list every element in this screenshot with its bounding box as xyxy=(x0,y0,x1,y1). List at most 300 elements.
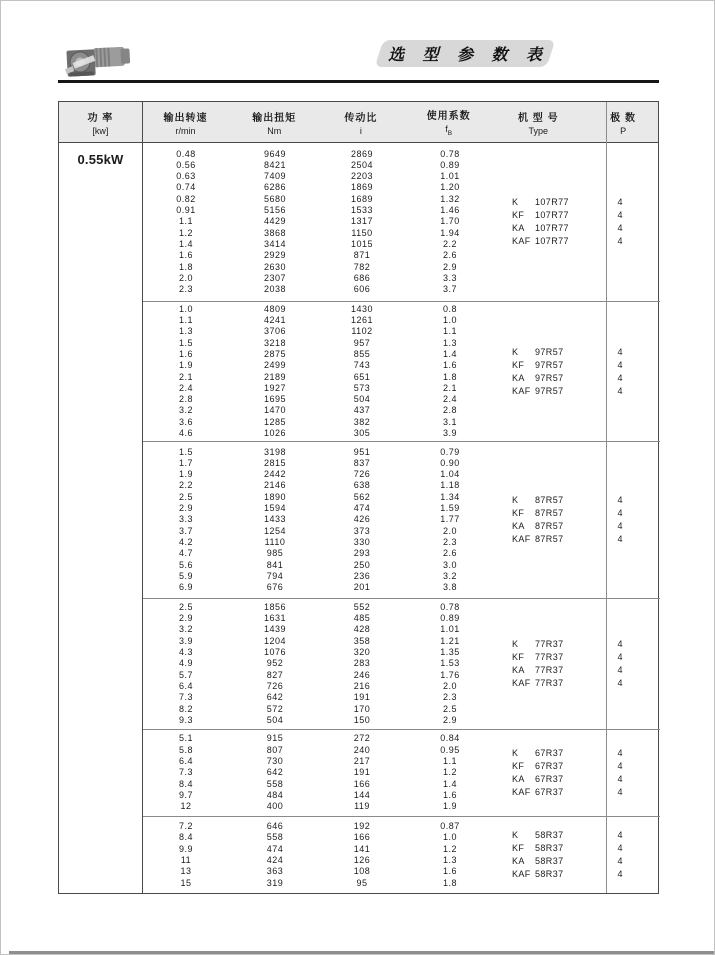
table-row xyxy=(142,239,496,250)
speed-cell: 2.9 xyxy=(178,613,193,624)
model-prefix: KF xyxy=(512,843,525,853)
service-factor-cell: 0.87 xyxy=(440,821,460,832)
poles-value: 4 xyxy=(617,856,623,866)
table-row xyxy=(142,480,496,491)
model-prefix: KA xyxy=(512,665,525,675)
table-row xyxy=(142,262,496,273)
col-header-model xyxy=(494,102,604,142)
ratio-cell: 126 xyxy=(353,855,371,865)
torque-cell: 558 xyxy=(266,778,284,789)
speed-cell: 5.6 xyxy=(178,559,193,570)
service-factor-cell: 2.3 xyxy=(442,536,457,547)
data-rows xyxy=(142,817,496,893)
service-factor-cell: 2.4 xyxy=(442,394,457,405)
model-group-block xyxy=(142,730,660,817)
selection-parameter-table xyxy=(58,101,659,894)
ratio-cell: 216 xyxy=(353,680,371,691)
service-factor-cell: 1.6 xyxy=(442,866,457,877)
torque-cell: 985 xyxy=(266,548,284,559)
table-row xyxy=(142,692,496,703)
model-code: 77R37 xyxy=(535,665,564,675)
poles-value: 4 xyxy=(617,830,623,840)
table-row xyxy=(142,171,496,182)
ratio-cell: 108 xyxy=(353,866,371,877)
torque-cell: 1439 xyxy=(263,624,287,635)
speed-cell: 1.7 xyxy=(178,457,193,468)
service-factor-cell: 2.3 xyxy=(442,692,457,703)
model-code: 77R37 xyxy=(535,652,564,662)
speed-cell: 2.0 xyxy=(178,272,193,283)
model-row xyxy=(496,520,660,533)
model-code: 67R37 xyxy=(535,761,564,771)
torque-cell: 1594 xyxy=(263,503,287,514)
service-factor-cell: 1.94 xyxy=(440,227,460,238)
speed-cell: 1.3 xyxy=(178,326,193,337)
speed-cell: 2.8 xyxy=(178,394,193,405)
torque-cell: 9649 xyxy=(263,148,287,159)
ratio-cell: 1015 xyxy=(350,238,374,249)
torque-cell: 730 xyxy=(266,756,284,767)
torque-cell: 6286 xyxy=(263,182,287,193)
speed-cell: 15 xyxy=(180,877,192,888)
service-factor-cell: 1.3 xyxy=(442,855,457,865)
model-row xyxy=(496,664,660,677)
speed-cell: 1.5 xyxy=(178,337,193,348)
table-row xyxy=(142,745,496,756)
model-prefix: K xyxy=(512,830,519,840)
table-row xyxy=(142,670,496,681)
service-factor-cell: 1.01 xyxy=(440,624,460,635)
speed-cell: 3.3 xyxy=(178,514,193,525)
model-row xyxy=(496,651,660,664)
ratio-cell: 485 xyxy=(353,613,371,624)
table-row xyxy=(142,492,496,503)
speed-cell: 3.9 xyxy=(178,635,193,646)
service-factor-cell: 1.59 xyxy=(440,503,460,514)
table-row xyxy=(142,205,496,216)
model-row xyxy=(496,829,660,842)
speed-cell: 1.9 xyxy=(178,469,193,480)
model-prefix: K xyxy=(512,639,519,649)
speed-cell: 4.7 xyxy=(178,548,193,559)
torque-cell: 7409 xyxy=(263,171,287,182)
model-row xyxy=(496,760,660,773)
page-title: 选 型 参 数 表 xyxy=(388,47,549,64)
speed-cell: 1.1 xyxy=(178,216,193,227)
model-row xyxy=(496,533,660,546)
model-prefix: K xyxy=(512,495,519,505)
torque-cell: 572 xyxy=(266,703,284,714)
title-banner xyxy=(375,40,556,67)
col-header-poles xyxy=(604,102,658,142)
col-torque-unit: Nm xyxy=(267,125,282,136)
model-list xyxy=(496,730,660,816)
torque-cell: 1470 xyxy=(263,405,287,416)
model-prefix: KA xyxy=(512,372,525,383)
data-rows xyxy=(142,599,496,729)
model-row xyxy=(496,385,660,398)
poles-value: 4 xyxy=(617,495,623,505)
ratio-cell: 1150 xyxy=(351,227,373,238)
torque-cell: 726 xyxy=(266,680,284,691)
ratio-cell: 743 xyxy=(353,360,371,371)
ratio-cell: 201 xyxy=(353,582,371,593)
service-factor-cell: 3.1 xyxy=(442,416,457,427)
ratio-cell: 1261 xyxy=(350,315,374,326)
poles-value: 4 xyxy=(617,534,623,544)
torque-cell: 319 xyxy=(266,877,284,888)
speed-cell: 3.2 xyxy=(178,624,193,635)
service-factor-cell: 1.4 xyxy=(442,778,457,789)
ratio-cell: 192 xyxy=(353,821,371,832)
service-factor-cell: 1.2 xyxy=(442,843,457,854)
ratio-cell: 119 xyxy=(354,801,370,812)
table-row xyxy=(142,458,496,469)
col-power-label: 功 率 xyxy=(87,112,114,124)
ratio-cell: 373 xyxy=(353,525,371,536)
service-factor-cell: 1.20 xyxy=(440,182,460,193)
speed-cell: 2.5 xyxy=(178,601,193,612)
col-service-factor-label: 使用系数 xyxy=(426,111,471,123)
data-rows xyxy=(142,442,496,598)
model-list xyxy=(496,599,660,729)
col-header-speed xyxy=(142,102,230,142)
model-prefix: KAF xyxy=(512,236,531,246)
table-row xyxy=(142,503,496,514)
service-factor-cell: 2.0 xyxy=(442,680,457,691)
model-prefix: KAF xyxy=(512,678,531,688)
table-row xyxy=(142,304,496,315)
model-row xyxy=(496,638,660,651)
col-poles-label: 极 数 xyxy=(610,112,636,124)
table-row xyxy=(142,681,496,692)
ratio-cell: 474 xyxy=(353,503,371,514)
speed-cell: 0.48 xyxy=(176,148,196,159)
table-row xyxy=(142,526,496,537)
model-row xyxy=(496,235,660,248)
speed-cell: 12 xyxy=(180,801,192,812)
data-rows xyxy=(142,302,496,441)
model-code: 67R37 xyxy=(535,787,564,797)
model-code: 77R37 xyxy=(535,639,564,649)
ratio-cell: 871 xyxy=(353,250,371,261)
torque-cell: 363 xyxy=(266,866,284,877)
header-rule xyxy=(58,80,659,83)
speed-cell: 6.4 xyxy=(178,680,193,691)
poles-value: 4 xyxy=(617,639,623,649)
table-row xyxy=(142,832,496,843)
ratio-cell: 855 xyxy=(353,348,371,359)
model-prefix: KAF xyxy=(512,787,531,797)
table-row xyxy=(142,273,496,284)
col-speed-unit: r/min xyxy=(175,125,196,136)
poles-value: 4 xyxy=(617,869,623,879)
table-row xyxy=(142,372,496,383)
model-row xyxy=(496,773,660,786)
poles-value: 4 xyxy=(617,359,623,370)
model-code: 58R37 xyxy=(535,843,564,853)
ratio-cell: 437 xyxy=(353,405,371,416)
speed-cell: 1.1 xyxy=(178,315,193,326)
gearmotor-logo xyxy=(63,42,137,80)
ratio-cell: 283 xyxy=(353,658,371,669)
torque-cell: 1254 xyxy=(263,525,287,536)
ratio-cell: 2869 xyxy=(350,148,374,159)
speed-cell: 9.9 xyxy=(178,843,193,854)
torque-cell: 504 xyxy=(266,714,284,725)
speed-cell: 1.0 xyxy=(178,303,193,314)
table-row xyxy=(142,194,496,205)
service-factor-cell: 1.32 xyxy=(440,193,460,204)
table-row xyxy=(142,228,496,239)
ratio-cell: 240 xyxy=(353,744,371,755)
model-prefix: KAF xyxy=(512,534,531,544)
ratio-cell: 957 xyxy=(353,337,371,348)
col-power-unit: [kw] xyxy=(92,125,109,136)
torque-cell: 2630 xyxy=(263,261,287,272)
table-row xyxy=(142,537,496,548)
service-factor-cell: 2.1 xyxy=(442,382,457,393)
torque-cell: 827 xyxy=(266,669,284,680)
model-prefix: KA xyxy=(512,774,525,784)
ratio-cell: 246 xyxy=(353,669,371,680)
table-row xyxy=(142,360,496,371)
table-row xyxy=(142,216,496,227)
service-factor-cell: 0.84 xyxy=(440,733,460,744)
model-code: 67R37 xyxy=(535,774,564,784)
model-row xyxy=(496,786,660,799)
model-row xyxy=(496,222,660,235)
speed-cell: 1.5 xyxy=(178,446,193,457)
torque-cell: 2038 xyxy=(263,284,287,295)
table-row xyxy=(142,844,496,855)
ratio-cell: 250 xyxy=(353,559,371,570)
model-row xyxy=(496,677,660,690)
torque-cell: 4241 xyxy=(263,315,287,326)
torque-cell: 3414 xyxy=(263,238,287,249)
speed-cell: 3.6 xyxy=(178,416,193,427)
model-code: 107R77 xyxy=(535,223,569,233)
model-row xyxy=(496,359,660,372)
model-row xyxy=(496,868,660,881)
model-row xyxy=(496,855,660,868)
model-list xyxy=(496,442,660,598)
speed-cell: 0.82 xyxy=(176,193,196,204)
speed-cell: 4.9 xyxy=(178,658,193,669)
service-factor-cell: 2.0 xyxy=(442,525,457,536)
torque-cell: 807 xyxy=(266,744,284,755)
speed-cell: 1.2 xyxy=(178,227,193,238)
service-factor-cell: 1.3 xyxy=(442,337,457,348)
poles-value: 4 xyxy=(617,761,623,771)
speed-cell: 13 xyxy=(180,866,192,877)
model-group-block xyxy=(142,442,660,599)
speed-cell: 8.4 xyxy=(178,832,193,843)
speed-cell: 0.91 xyxy=(176,205,196,216)
service-factor-cell: 1.4 xyxy=(442,348,457,359)
model-list xyxy=(496,302,660,441)
ratio-cell: 552 xyxy=(353,601,371,612)
torque-cell: 484 xyxy=(266,789,284,800)
model-code: 97R57 xyxy=(535,346,564,357)
table-row xyxy=(142,405,496,416)
torque-cell: 2307 xyxy=(263,272,287,283)
service-factor-cell: 1.1 xyxy=(442,326,457,337)
table-row xyxy=(142,560,496,571)
service-factor-cell: 3.9 xyxy=(442,427,457,438)
speed-cell: 0.63 xyxy=(176,171,196,182)
service-factor-cell: 1.0 xyxy=(442,315,457,326)
ratio-cell: 562 xyxy=(353,491,371,502)
ratio-cell: 686 xyxy=(353,272,371,283)
poles-value: 4 xyxy=(617,521,623,531)
col-ratio-label: 传动比 xyxy=(344,112,378,124)
service-factor-cell: 1.34 xyxy=(440,491,460,502)
table-row xyxy=(142,733,496,744)
table-row xyxy=(142,647,496,658)
torque-cell: 4429 xyxy=(263,216,287,227)
speed-cell: 2.2 xyxy=(178,480,193,491)
torque-cell: 1285 xyxy=(263,416,287,427)
torque-cell: 2499 xyxy=(263,360,287,371)
torque-cell: 2189 xyxy=(263,371,287,382)
torque-cell: 642 xyxy=(266,767,284,778)
model-code: 97R57 xyxy=(535,359,564,370)
ratio-cell: 272 xyxy=(353,733,371,744)
torque-cell: 3198 xyxy=(263,446,287,457)
model-prefix: KF xyxy=(512,359,525,370)
service-factor-cell: 0.8 xyxy=(442,303,457,314)
ratio-cell: 837 xyxy=(353,457,371,468)
table-row xyxy=(142,149,496,160)
torque-cell: 1204 xyxy=(263,635,287,646)
table-row xyxy=(142,801,496,812)
torque-cell: 3706 xyxy=(263,326,287,337)
service-factor-cell: 1.8 xyxy=(442,877,457,888)
speed-cell: 8.4 xyxy=(178,778,193,789)
poles-value: 4 xyxy=(617,508,623,518)
speed-cell: 8.2 xyxy=(178,703,193,714)
speed-cell: 2.9 xyxy=(178,503,193,514)
col-header-torque xyxy=(229,102,319,142)
ratio-cell: 95 xyxy=(356,877,368,888)
torque-cell: 558 xyxy=(266,832,284,843)
col-ratio-unit: i xyxy=(359,125,362,136)
poles-value: 4 xyxy=(617,665,623,675)
torque-cell: 474 xyxy=(266,843,284,854)
table-row xyxy=(142,326,496,337)
speed-cell: 2.5 xyxy=(178,491,193,502)
torque-cell: 1110 xyxy=(264,536,286,547)
table-row xyxy=(142,417,496,428)
table-row xyxy=(142,756,496,767)
model-row xyxy=(496,372,660,385)
col-service-factor-unit: $f_B$ xyxy=(445,124,453,137)
model-prefix: KA xyxy=(512,856,525,866)
ratio-cell: 236 xyxy=(353,570,371,581)
torque-cell: 642 xyxy=(266,692,284,703)
speed-cell: 5.9 xyxy=(178,570,193,581)
table-row xyxy=(142,767,496,778)
ratio-cell: 2504 xyxy=(350,159,374,170)
torque-cell: 5156 xyxy=(263,205,287,216)
service-factor-cell: 1.77 xyxy=(440,514,460,525)
poles-value: 4 xyxy=(617,346,623,357)
poles-value: 4 xyxy=(617,236,623,246)
service-factor-cell: 1.76 xyxy=(440,669,460,680)
torque-cell: 3218 xyxy=(263,337,287,348)
col-poles-unit: P xyxy=(620,125,627,136)
torque-cell: 2875 xyxy=(263,348,287,359)
ratio-cell: 1430 xyxy=(350,303,374,314)
col-torque-label: 输出扭矩 xyxy=(252,112,297,124)
table-row xyxy=(142,658,496,669)
table-row xyxy=(142,866,496,877)
torque-cell: 646 xyxy=(266,821,284,832)
service-factor-cell: 3.8 xyxy=(442,582,457,593)
col-header-power xyxy=(59,102,142,142)
speed-cell: 2.4 xyxy=(178,382,193,393)
poles-value: 4 xyxy=(617,223,623,233)
model-prefix: K xyxy=(512,346,519,357)
service-factor-cell: 0.89 xyxy=(440,159,460,170)
poles-value: 4 xyxy=(617,787,623,797)
speed-cell: 0.74 xyxy=(176,182,196,193)
service-factor-cell: 1.53 xyxy=(440,658,460,669)
ratio-cell: 166 xyxy=(353,778,371,789)
model-code: 107R77 xyxy=(535,210,569,220)
col-speed-label: 输出转速 xyxy=(163,112,208,124)
table-row xyxy=(142,182,496,193)
speed-cell: 1.4 xyxy=(178,238,193,249)
service-factor-cell: 1.6 xyxy=(442,789,457,800)
model-code: 58R37 xyxy=(535,856,564,866)
model-code: 58R37 xyxy=(535,830,564,840)
speed-cell: 1.6 xyxy=(178,348,193,359)
speed-cell: 2.1 xyxy=(178,371,193,382)
col-model-unit: Type xyxy=(528,125,549,136)
service-factor-cell: 0.79 xyxy=(440,446,460,457)
service-factor-cell: 2.9 xyxy=(442,714,457,725)
table-row xyxy=(142,582,496,593)
poles-value: 4 xyxy=(617,748,623,758)
table-row xyxy=(142,338,496,349)
model-code: 87R57 xyxy=(535,508,564,518)
service-factor-cell: 0.78 xyxy=(440,148,460,159)
service-factor-cell: 1.70 xyxy=(440,216,460,227)
ratio-cell: 358 xyxy=(353,635,371,646)
ratio-cell: 573 xyxy=(353,382,371,393)
service-factor-cell: 0.89 xyxy=(440,613,460,624)
poles-value: 4 xyxy=(617,774,623,784)
table-row xyxy=(142,469,496,480)
service-factor-cell: 2.6 xyxy=(442,548,457,559)
torque-cell: 8421 xyxy=(263,159,287,170)
poles-value: 4 xyxy=(617,678,623,688)
table-row xyxy=(142,878,496,889)
speed-cell: 3.2 xyxy=(178,405,193,416)
service-factor-cell: 2.2 xyxy=(442,238,457,249)
table-row xyxy=(142,315,496,326)
model-prefix: KF xyxy=(512,210,525,220)
ratio-cell: 217 xyxy=(353,756,371,767)
model-code: 97R57 xyxy=(535,372,564,383)
model-code: 87R57 xyxy=(535,521,564,531)
speed-cell: 11 xyxy=(180,855,192,865)
torque-cell: 1927 xyxy=(263,382,287,393)
col-header-ratio xyxy=(319,102,403,142)
service-factor-cell: 0.95 xyxy=(440,744,460,755)
